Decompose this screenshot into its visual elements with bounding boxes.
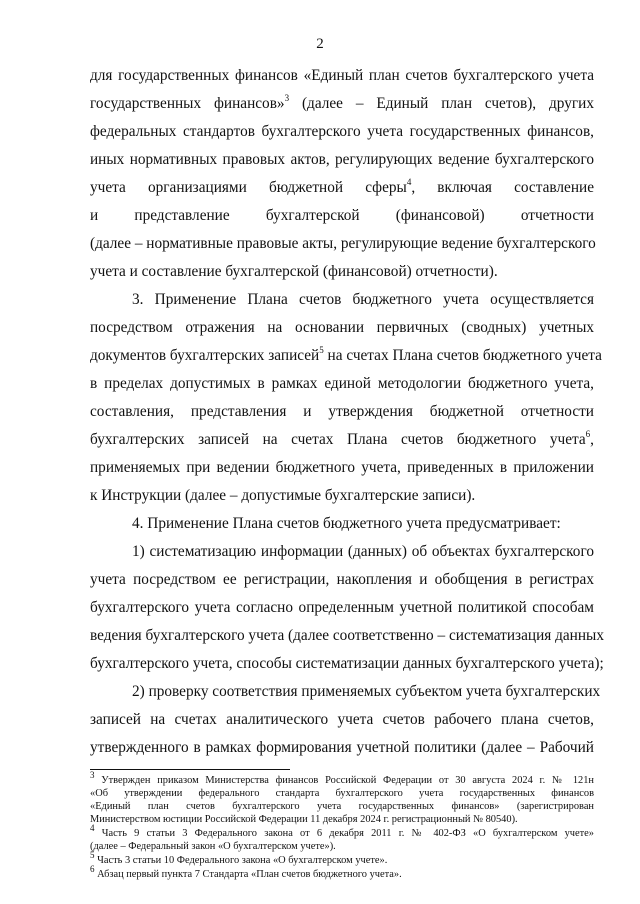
page-number: 2 [316, 36, 324, 52]
body-line [90, 92, 594, 117]
footnote-text: Абзац первый пункта 7 Стандарта «План счетов бюджетного учета». [94, 869, 402, 880]
body-text: в пределах допустимых в рамках единой методологии бюджетного учета, [90, 375, 594, 392]
footnote-line [90, 822, 594, 840]
body-line [90, 120, 594, 145]
body-line [90, 680, 601, 705]
footnote-text: Часть 9 статьи 3 Федерального закона от 6 декабря 2011 г. № 402-ФЗ «О бухгалтерском учете» [94, 828, 594, 839]
footnote-ref: 3 [284, 92, 290, 103]
body-text: 1) систематизацию информации (данных) об объектах бухгалтерского [132, 543, 594, 560]
footnote-mark: 5 [90, 849, 95, 860]
body-text: посредством отражения на основании первичных (сводных) учетных [90, 319, 594, 336]
body-text: утвержденного в рамках формирования учетной политики (далее – Рабочий [90, 739, 594, 756]
body-text: , включая составление [411, 179, 594, 196]
body-text: федеральных стандартов бухгалтерского учета государственных финансов, [90, 123, 594, 140]
footnote-line [90, 800, 594, 813]
body-line [90, 596, 594, 621]
body-text: государственных финансов» [90, 95, 285, 112]
footnote-ref: 6 [585, 428, 591, 439]
body-line [90, 512, 594, 537]
body-text: учета посредством ее регистрации, накопления и обобщения в регистрах [90, 571, 594, 588]
footnote-separator [90, 769, 290, 770]
body-line [90, 316, 594, 341]
footnote-mark: 6 [90, 863, 95, 874]
footnote-line [90, 863, 594, 881]
body-line [90, 568, 594, 593]
footnote-text: Утвержден приказом Министерства финансов Российской Федерации от 30 августа 2024 г. № 121н [94, 775, 594, 786]
body-text: документов бухгалтерских записей [90, 347, 320, 364]
footnote-line [90, 769, 594, 787]
body-text: бухгалтерского учета, способы систематизации данных бухгалтерского учета); [90, 655, 604, 672]
body-line [90, 344, 602, 369]
footnote-text: Часть 3 статьи 10 Федерального закона «О бухгалтерском учете». [94, 855, 388, 866]
footnote-ref: 4 [406, 176, 412, 187]
body-text: и представление бухгалтерской (финансовой) отчетности [90, 207, 594, 224]
body-text: записей на счетах аналитического учета счетов рабочего плана счетов, [90, 711, 594, 728]
footnote-line [90, 840, 594, 853]
body-text: ведения бухгалтерского учета (далее соответственно – систематизация данных [90, 627, 604, 644]
body-text: 4. Применение Плана счетов бюджетного учета предусматривает: [132, 515, 561, 532]
body-text: , [590, 431, 594, 448]
body-line [90, 456, 594, 481]
body-text: применяемых при ведении бюджетного учета, приведенных в приложении [90, 459, 594, 476]
body-text: для государственных финансов «Единый план счетов бухгалтерского учета [90, 67, 594, 84]
body-line [90, 232, 594, 257]
footnote-text: «Об утверждении федерального стандарта бухгалтерского учета государственных финансов [90, 788, 594, 799]
body-line [90, 736, 594, 761]
footnote-line [90, 813, 594, 826]
body-text: иных нормативных правовых актов, регулирующих ведение бухгалтерского [90, 151, 594, 168]
body-text: бухгалтерских записей на счетах Плана счетов бюджетного учета [90, 431, 586, 448]
body-line [90, 708, 594, 733]
body-text: учета организациями бюджетной сферы [90, 179, 407, 196]
body-line [90, 176, 594, 201]
body-text: (далее – Единый план счетов), других [289, 95, 594, 112]
body-line [90, 288, 594, 313]
footnote-line [90, 787, 594, 800]
body-line [90, 484, 594, 509]
body-line [90, 204, 594, 229]
footnote-text: (далее – Федеральный закон «О бухгалтерском учете»). [90, 841, 336, 852]
body-text: бухгалтерского учета согласно определенным учетной политикой способам [90, 599, 594, 616]
body-line [90, 260, 594, 285]
body-text: учета и составление бухгалтерской (финансовой) отчетности). [90, 263, 498, 280]
body-text: 2) проверку соответствия применяемых субъектом учета бухгалтерских [132, 683, 601, 700]
body-text: 3. Применение Плана счетов бюджетного учета осуществляется [132, 291, 594, 308]
footnote-text: Министерством юстиции Российской Федерации 11 декабря 2024 г. регистрационный № 80540). [90, 814, 518, 825]
body-line [90, 652, 604, 677]
body-line [90, 372, 594, 397]
footnote-mark: 4 [90, 822, 95, 833]
body-text: к Инструкции (далее – допустимые бухгалтерские записи). [90, 487, 476, 504]
body-line [90, 428, 594, 453]
body-line [90, 148, 594, 173]
footnote-ref: 5 [319, 344, 324, 355]
body-line [90, 400, 594, 425]
footnote-line [90, 849, 594, 867]
footnote-mark: 3 [90, 769, 95, 780]
body-line [90, 64, 594, 89]
body-line [90, 624, 604, 649]
body-line [90, 540, 594, 565]
body-text: на счетах Плана счетов бюджетного учета [323, 347, 602, 364]
body-text: (далее – нормативные правовые акты, регулирующие ведение бухгалтерского [90, 235, 596, 252]
footnote-text: «Единый план счетов бухгалтерского учета государственных финансов» (зарегистрирован [90, 801, 594, 812]
body-text: составления, представления и утверждения бюджетной отчетности [90, 403, 594, 420]
